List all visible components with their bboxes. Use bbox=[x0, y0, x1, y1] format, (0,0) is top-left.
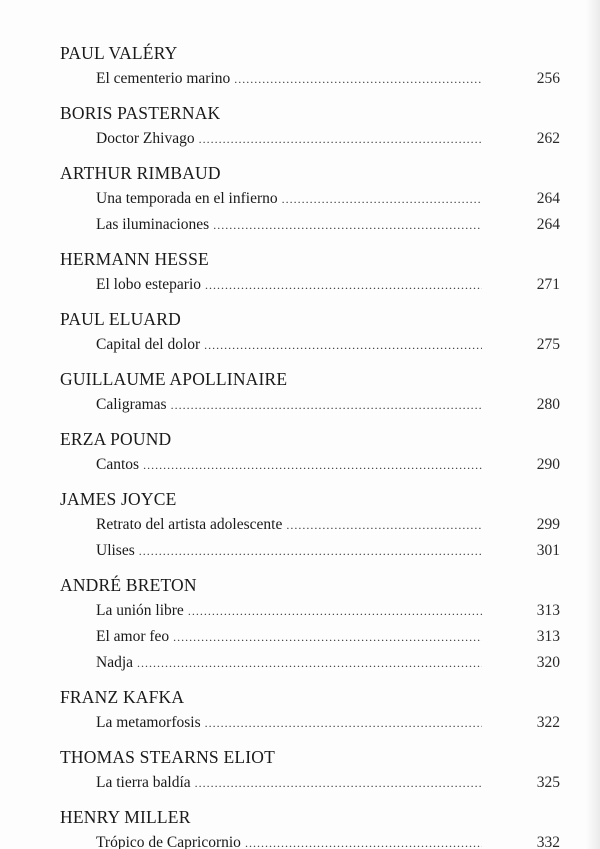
toc-section bbox=[60, 306, 560, 358]
author-heading: ANDRÉ BRETON bbox=[60, 575, 197, 595]
page-number: 332 bbox=[536, 834, 560, 849]
page-number: 301 bbox=[536, 542, 560, 559]
page-number: 275 bbox=[536, 336, 560, 353]
work-title: La tierra baldía bbox=[96, 774, 191, 791]
toc-section bbox=[60, 804, 560, 849]
toc-entry bbox=[60, 512, 560, 538]
work-title: Trópico de Capricornio bbox=[96, 834, 241, 849]
toc-section bbox=[60, 100, 560, 152]
dot-leader bbox=[245, 830, 482, 849]
toc-section bbox=[60, 684, 560, 736]
page-number: 299 bbox=[536, 516, 560, 533]
toc-entry bbox=[60, 710, 560, 736]
author-heading: JAMES JOYCE bbox=[60, 489, 177, 509]
page-number: 290 bbox=[536, 456, 560, 473]
work-title: Cantos bbox=[96, 456, 140, 473]
toc-entry bbox=[60, 650, 560, 676]
toc-entry bbox=[60, 830, 560, 849]
toc-entry bbox=[60, 538, 560, 564]
work-title: Doctor Zhivago bbox=[96, 130, 195, 147]
toc-entry bbox=[60, 186, 560, 212]
work-title: Caligramas bbox=[96, 396, 167, 413]
toc-entry bbox=[60, 770, 560, 796]
dot-leader bbox=[171, 392, 482, 418]
page-number: 325 bbox=[536, 774, 560, 791]
toc-section bbox=[60, 40, 560, 92]
dot-leader bbox=[195, 770, 482, 796]
author-heading: ARTHUR RIMBAUD bbox=[60, 163, 221, 183]
toc-entry bbox=[60, 126, 560, 152]
author-heading: GUILLAUME APOLLINAIRE bbox=[60, 369, 288, 389]
dot-leader bbox=[173, 624, 482, 650]
work-title: Nadja bbox=[96, 654, 134, 671]
toc-section bbox=[60, 246, 560, 298]
author-heading: HENRY MILLER bbox=[60, 807, 191, 827]
work-title: La unión libre bbox=[96, 602, 184, 619]
dot-leader bbox=[286, 512, 482, 538]
author-heading: THOMAS STEARNS ELIOT bbox=[60, 747, 275, 767]
toc-entry bbox=[60, 66, 560, 92]
toc-section bbox=[60, 160, 560, 238]
toc-section bbox=[60, 426, 560, 478]
toc-entry bbox=[60, 624, 560, 650]
dot-leader bbox=[143, 452, 482, 478]
toc-entry bbox=[60, 332, 560, 358]
table-of-contents bbox=[60, 40, 560, 849]
work-title: La metamorfosis bbox=[96, 714, 201, 731]
author-heading: FRANZ KAFKA bbox=[60, 687, 185, 707]
page-gutter-shadow bbox=[586, 0, 600, 849]
toc-section bbox=[60, 486, 560, 564]
dot-leader bbox=[205, 272, 482, 298]
work-title: El amor feo bbox=[96, 628, 170, 645]
page-number: 264 bbox=[536, 190, 560, 207]
author-heading: PAUL ELUARD bbox=[60, 309, 181, 329]
page-number: 313 bbox=[536, 628, 560, 645]
page-number: 262 bbox=[536, 130, 560, 147]
work-title: El lobo estepario bbox=[96, 276, 202, 293]
author-heading: PAUL VALÉRY bbox=[60, 43, 178, 63]
toc-entry bbox=[60, 598, 560, 624]
page-number: 280 bbox=[536, 396, 560, 413]
dot-leader bbox=[204, 332, 482, 358]
toc-entry bbox=[60, 272, 560, 298]
work-title: Ulises bbox=[96, 542, 135, 559]
work-title: Retrato del artista adolescente bbox=[96, 516, 283, 533]
toc-section bbox=[60, 744, 560, 796]
dot-leader bbox=[137, 650, 482, 676]
work-title: Una temporada en el infierno bbox=[96, 190, 278, 207]
dot-leader bbox=[199, 126, 482, 152]
page-number: 320 bbox=[536, 654, 560, 671]
author-heading: HERMANN HESSE bbox=[60, 249, 209, 269]
author-heading: BORIS PASTERNAK bbox=[60, 103, 221, 123]
page-number: 256 bbox=[536, 70, 560, 87]
toc-entry bbox=[60, 392, 560, 418]
toc-section bbox=[60, 366, 560, 418]
dot-leader bbox=[213, 212, 482, 238]
page-number: 322 bbox=[536, 714, 560, 731]
work-title: Las iluminaciones bbox=[96, 216, 210, 233]
page-number: 264 bbox=[536, 216, 560, 233]
page-number: 271 bbox=[536, 276, 560, 293]
dot-leader bbox=[139, 538, 482, 564]
page-number: 313 bbox=[536, 602, 560, 619]
author-heading: ERZA POUND bbox=[60, 429, 172, 449]
dot-leader bbox=[188, 598, 482, 624]
toc-entry bbox=[60, 452, 560, 478]
dot-leader bbox=[205, 710, 482, 736]
work-title: El cementerio marino bbox=[96, 70, 231, 87]
work-title: Capital del dolor bbox=[96, 336, 201, 353]
toc-section bbox=[60, 572, 560, 676]
toc-entry bbox=[60, 212, 560, 238]
dot-leader bbox=[234, 66, 482, 92]
dot-leader bbox=[282, 186, 482, 212]
